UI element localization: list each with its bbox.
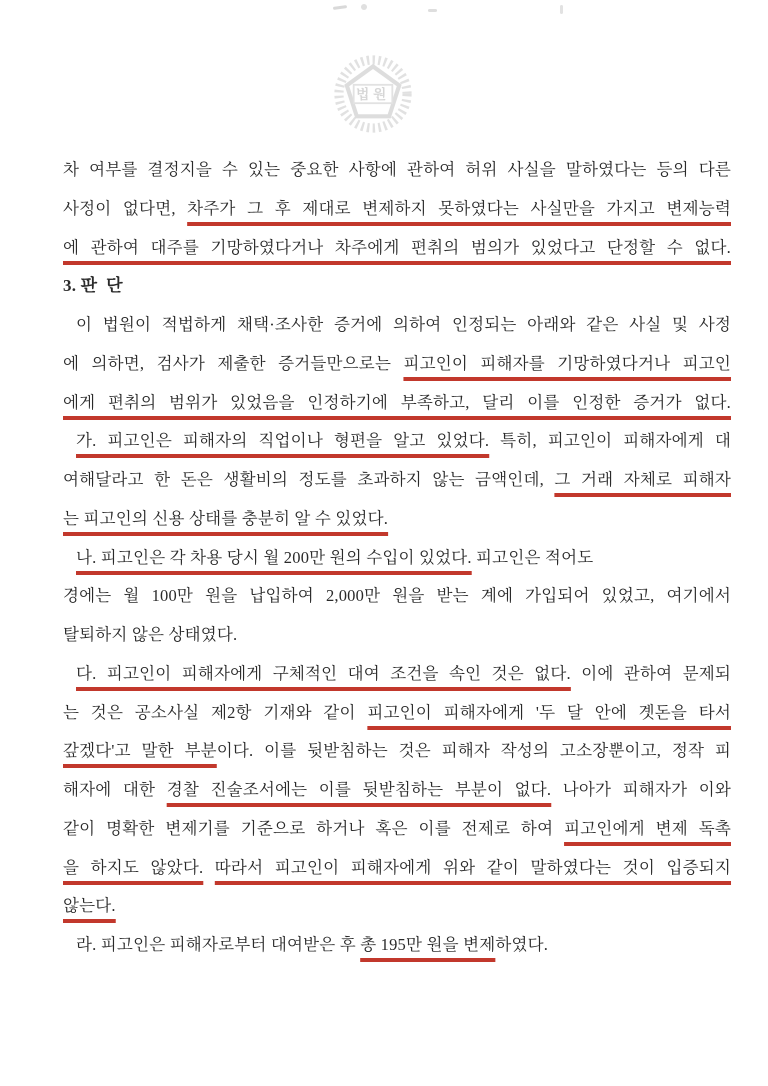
text: 경에는 월 100만 원을 납입하여 2,000만 원을 받는 계에 가입되어 있었고, 여기에서 [63,586,731,606]
text-line [63,655,731,694]
text-line [63,151,731,190]
underlined-text: 피고인이 피해자를 기망하였다거나 피고인 [403,353,731,373]
scan-artifact [560,5,563,14]
scan-artifact [428,9,437,12]
text: 같이 명확한 변제기를 기준으로 하거나 혹은 이를 전제로 하여 [63,818,565,838]
text-line [63,694,731,733]
text-line [63,616,731,655]
text: 나아가 피해자가 이와 [551,780,731,799]
underlined-text: 는 피고인의 신용 상태를 충분히 알 수 있었다. [63,508,389,528]
underlined-text: 가. 피고인은 피해자의 직업이나 형편을 알고 있었다. [76,431,490,451]
underlined-text: 에게 편취의 범위가 있었음을 인정하기에 부족하고, 달리 이를 인정한 증거가 없다. [63,392,731,412]
underlined-text: 에 관하여 대주를 기망하였다거나 차주에게 편취의 범의가 있었다고 단정할 수 없다. [63,237,731,257]
text-line [63,190,731,229]
text-line [63,345,731,384]
text: 여해달라고 한 돈은 생활비의 정도를 초과하지 않는 금액인데, [63,470,555,489]
underlined-text: 경찰 진술조서에는 이를 뒷받침하는 부분이 없다. [166,780,552,799]
underlined-text: 차주가 그 후 제대로 변제하지 못하였다는 사실만을 가지고 변제능력 [187,198,731,218]
text-line [63,306,731,345]
text: 차 여부를 결정지을 수 있는 중요한 사항에 관하여 허위 사실을 말하였다는 등의 다른 [63,160,731,179]
text: 에 의하면, 검사가 제출한 증거들만으로는 [63,353,404,373]
text: 특히, 피고인이 피해자에게 대 [489,431,731,451]
underlined-text: 을 하지도 않았다. [63,857,204,877]
text-line [63,771,731,810]
text-line [63,849,731,888]
court-seal-icon [325,48,421,140]
text: 하였다. [495,935,549,954]
text-line [63,926,731,965]
court-seal-label: 법원 [355,87,391,103]
text-line [63,384,731,423]
text: 이 법원이 적법하게 채택·조사한 증거에 의하여 인정되는 아래와 같은 사실 및 사정 [76,315,731,334]
text: 피고인은 적어도 [471,547,594,567]
text-line [63,229,731,268]
scan-artifact [333,5,347,10]
text-line [63,500,731,539]
text: 이다. 이를 뒷받침하는 것은 피해자 작성의 고소장뿐이고, 정작 피 [216,741,731,761]
section-heading [63,267,731,306]
text: 탈퇴하지 않은 상태였다. [63,625,238,644]
text [203,858,215,877]
underlined-text: 따라서 피고인이 피해자에게 위와 같이 말하였다는 것이 입증되지 [214,857,732,877]
scan-artifact [361,4,367,10]
text-line [63,887,731,926]
underlined-text: 총 195만 원을 변제 [360,935,496,954]
text: 해자에 대한 [63,780,167,799]
text: 3. 판 단 [63,276,123,296]
document-body [63,151,731,965]
text: 는 것은 공소사실 제2항 기재와 같이 [63,702,368,722]
underlined-text: 피고인이 피해자에게 '두 달 안에 곗돈을 타서 [367,702,731,722]
text: 이에 관하여 문제되 [570,663,731,683]
text-line [63,539,731,578]
underlined-text: 피고인에게 변제 독촉 [564,818,731,838]
text-line [63,422,731,461]
text: 라. 피고인은 피해자로부터 대여받은 후 [76,935,361,954]
underlined-text: 그 거래 자체로 피해자 [554,470,731,489]
underlined-text: 않는다. [63,896,116,916]
text: 사정이 없다면, [63,198,188,218]
underlined-text: 갚겠다'고 말한 부분 [63,741,217,761]
text-line [63,732,731,771]
text-line [63,577,731,616]
text-line [63,461,731,500]
underlined-text: 나. 피고인은 각 차용 당시 월 200만 원의 수입이 있었다. [76,547,472,567]
text-line [63,810,731,849]
underlined-text: 다. 피고인이 피해자에게 구체적인 대여 조건을 속인 것은 없다. [76,663,571,683]
